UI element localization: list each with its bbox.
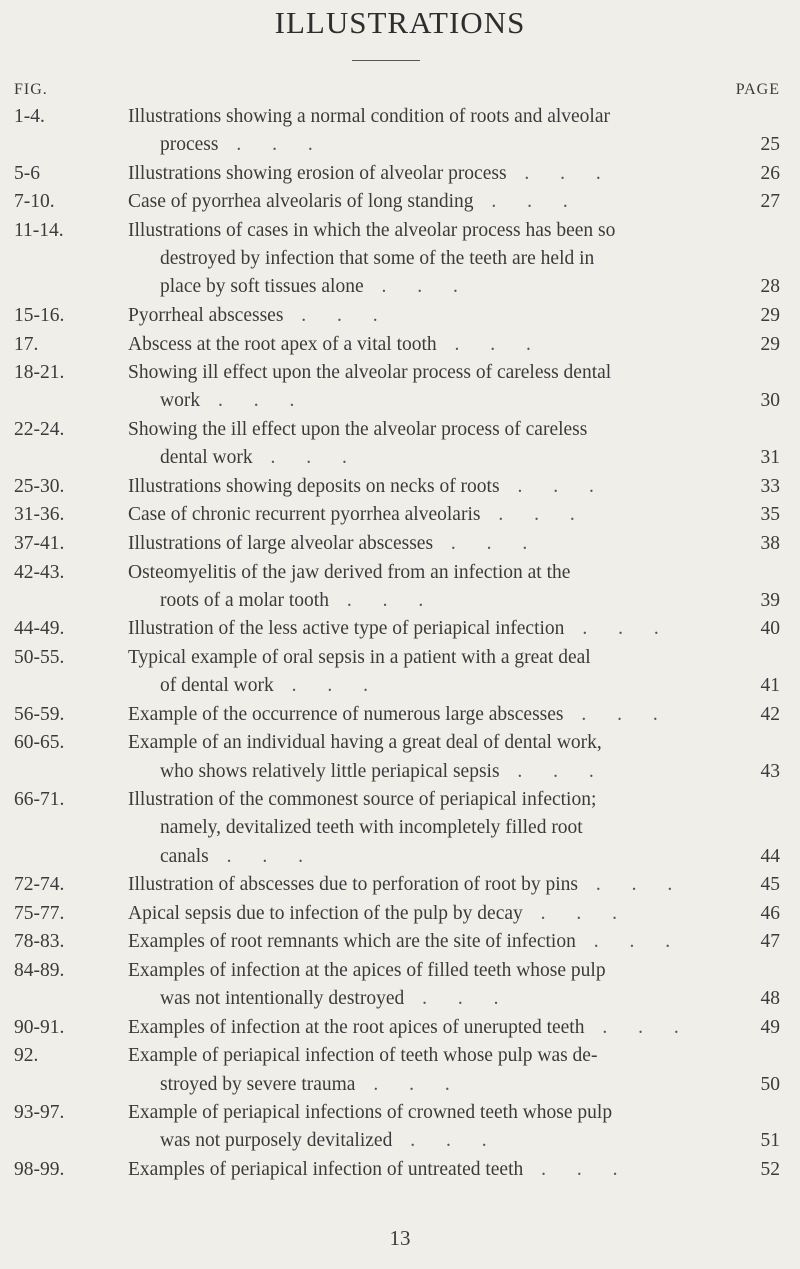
list-item — [0, 644, 800, 700]
list-item — [0, 871, 800, 899]
description-line: Illustrations showing erosion of alveolar process . . . — [128, 162, 614, 184]
entry-description — [128, 729, 745, 785]
description-line: Examples of periapical infection of untreated teeth . . . — [128, 1158, 631, 1180]
page-ref: 38 — [760, 532, 780, 554]
list-item — [0, 530, 800, 558]
list-item — [0, 1042, 800, 1098]
fig-number: 72-74. — [14, 874, 65, 896]
page-ref: 42 — [760, 703, 780, 725]
entry-description — [128, 1042, 745, 1098]
list-item — [0, 416, 800, 472]
leader-dots: . . . — [283, 304, 391, 326]
entry-description — [128, 188, 745, 216]
description-line: was not intentionally destroyed . . . — [160, 988, 512, 1010]
page-ref: 52 — [760, 1158, 780, 1180]
description-line: Abscess at the root apex of a vital tooth . . . — [128, 333, 544, 355]
description-line: Example of periapical infections of crowned teeth whose pulp — [128, 1102, 613, 1124]
leader-dots: . . . — [252, 447, 360, 469]
page-ref: 33 — [760, 475, 780, 497]
description-line: place by soft tissues alone . . . — [160, 276, 471, 298]
fig-number: 84-89. — [14, 959, 65, 981]
fig-number: 66-71. — [14, 789, 65, 811]
page-ref: 26 — [760, 162, 780, 184]
description-line: Examples of infection at the root apices of unerupted teeth . . . — [128, 1016, 692, 1038]
leader-dots: . . . — [575, 931, 684, 953]
page-ref: 27 — [760, 191, 780, 213]
entry-description — [128, 530, 745, 558]
description-line: Illustration of the commonest source of periapical infection; — [128, 789, 597, 811]
entry-description — [128, 359, 745, 415]
description-line: Examples of infection at the apices of filled teeth whose pulp — [128, 959, 606, 981]
description-line: Examples of root remnants which are the site of infection . . . — [128, 931, 684, 953]
list-item — [0, 615, 800, 643]
fig-number: 75-77. — [14, 902, 65, 924]
page-ref: 29 — [760, 304, 780, 326]
entry-description — [128, 103, 745, 159]
entry-description — [128, 416, 745, 472]
description-line: namely, devitalized teeth with incompletely filled root — [160, 817, 583, 839]
page-ref: 46 — [760, 902, 780, 924]
list-item — [0, 900, 800, 928]
fig-number: 56-59. — [14, 703, 65, 725]
fig-number: 90-91. — [14, 1016, 65, 1038]
leader-dots: . . . — [480, 504, 588, 526]
description-line: Illustrations showing a normal condition of roots and alveolar — [128, 106, 610, 127]
leader-dots: . . . — [404, 988, 512, 1010]
description-line: Showing the ill effect upon the alveolar process of careless — [128, 418, 588, 440]
entry-description — [128, 302, 745, 330]
fig-number: 60-65. — [14, 732, 65, 754]
page-ref: 50 — [760, 1073, 780, 1095]
description-line: Illustrations showing deposits on necks of roots . . . — [128, 475, 607, 497]
leader-dots: . . . — [433, 532, 541, 554]
description-line: Example of periapical infection of teeth whose pulp was de- — [128, 1045, 598, 1067]
fig-number: 93-97. — [14, 1102, 65, 1124]
leader-dots: . . . — [499, 760, 607, 782]
leader-dots: . . . — [355, 1073, 463, 1095]
entry-description — [128, 1014, 745, 1042]
description-line: Example of an individual having a great deal of dental work, — [128, 732, 602, 754]
list-item — [0, 501, 800, 529]
list-item — [0, 701, 800, 729]
description-line: stroyed by severe trauma . . . — [160, 1073, 463, 1095]
description-line: roots of a molar tooth . . . — [160, 589, 437, 611]
leader-dots: . . . — [392, 1130, 500, 1152]
entry-description — [128, 1156, 745, 1184]
description-line: Pyorrheal abscesses . . . — [128, 304, 391, 326]
page-ref: 35 — [760, 504, 780, 526]
fig-column-header: FIG. — [14, 81, 48, 98]
fig-number: 25-30. — [14, 475, 65, 497]
entry-description — [128, 786, 745, 871]
description-line: was not purposely devitalized . . . — [160, 1130, 500, 1152]
description-line: Typical example of oral sepsis in a patient with a great deal — [128, 646, 591, 668]
description-line: Apical sepsis due to infection of the pulp by decay . . . — [128, 902, 631, 924]
leader-dots: . . . — [363, 276, 471, 298]
list-item — [0, 1099, 800, 1155]
list-item — [0, 1014, 800, 1042]
page-ref: 43 — [760, 760, 780, 782]
fig-number: 37-41. — [14, 532, 65, 554]
list-item — [0, 359, 800, 415]
leader-dots: . . . — [506, 162, 614, 184]
fig-number: 18-21. — [14, 362, 65, 384]
entry-description — [128, 957, 745, 1013]
page-ref: 40 — [760, 618, 780, 640]
page-number: 13 — [389, 1226, 411, 1250]
list-item — [0, 160, 800, 188]
leader-dots: . . . — [273, 675, 381, 697]
page-ref: 39 — [760, 589, 780, 611]
fig-number: 98-99. — [14, 1158, 65, 1180]
leader-dots: . . . — [499, 475, 607, 497]
leader-dots: . . . — [436, 333, 544, 355]
entry-description — [128, 331, 745, 359]
description-line: Illustration of the less active type of periapical infection . . . — [128, 618, 672, 640]
description-line: canals . . . — [160, 845, 316, 867]
page-ref: 25 — [760, 134, 780, 156]
entry-description — [128, 928, 745, 956]
description-line: process . . . — [160, 134, 326, 156]
leader-dots: . . . — [218, 134, 326, 156]
leader-dots: . . . — [328, 589, 437, 611]
leader-dots: . . . — [522, 902, 631, 924]
list-item — [0, 473, 800, 501]
list-item — [0, 302, 800, 330]
fig-number: 7-10. — [14, 191, 55, 213]
page-ref: 44 — [760, 845, 780, 867]
description-line: who shows relatively little periapical sepsis . . . — [160, 760, 607, 782]
page-ref: 28 — [760, 276, 780, 298]
list-item — [0, 786, 800, 871]
page-ref: 47 — [760, 931, 780, 953]
fig-number: 78-83. — [14, 931, 65, 953]
leader-dots: . . . — [200, 390, 308, 412]
leader-dots: . . . — [208, 845, 316, 867]
description-line: Case of pyorrhea alveolaris of long standing . . . — [128, 191, 581, 213]
list-item — [0, 331, 800, 359]
page-ref: 31 — [760, 447, 780, 469]
illustrations-list — [0, 103, 800, 1184]
entry-description — [128, 217, 745, 302]
fig-number: 5-6 — [14, 162, 40, 184]
fig-number: 22-24. — [14, 418, 65, 440]
list-item — [0, 1156, 800, 1184]
list-item — [0, 957, 800, 1013]
leader-dots: . . . — [584, 1016, 692, 1038]
entry-description — [128, 701, 745, 729]
page-column-header: PAGE — [735, 81, 780, 98]
description-line: Example of the occurrence of numerous large abscesses . . . — [128, 703, 671, 725]
description-line: destroyed by infection that some of the teeth are held in — [160, 248, 595, 270]
entry-description — [128, 559, 745, 615]
list-item — [0, 103, 800, 159]
list-item — [0, 928, 800, 956]
page-title: ILLUSTRATIONS — [274, 5, 526, 40]
description-line: Osteomyelitis of the jaw derived from an infection at the — [128, 561, 571, 583]
fig-number: 31-36. — [14, 504, 65, 526]
entry-description — [128, 160, 745, 188]
list-item — [0, 188, 800, 216]
list-item — [0, 729, 800, 785]
page-ref: 29 — [760, 333, 780, 355]
page-ref: 30 — [760, 390, 780, 412]
description-line: dental work . . . — [160, 447, 360, 469]
leader-dots: . . . — [578, 874, 686, 896]
description-line: of dental work . . . — [160, 675, 381, 697]
fig-number: 50-55. — [14, 646, 65, 668]
leader-dots: . . . — [473, 191, 581, 213]
page-ref: 45 — [760, 874, 780, 896]
leader-dots: . . . — [564, 618, 672, 640]
fig-number: 42-43. — [14, 561, 65, 583]
description-line: Case of chronic recurrent pyorrhea alveolaris . . . — [128, 504, 588, 526]
description-line: Showing ill effect upon the alveolar process of careless dental — [128, 362, 612, 384]
entry-description — [128, 473, 745, 501]
title-rule — [352, 60, 420, 61]
page-ref: 51 — [760, 1130, 780, 1152]
leader-dots: . . . — [523, 1158, 631, 1180]
description-line: Illustrations of large alveolar abscesses . . . — [128, 532, 541, 554]
page-ref: 41 — [760, 675, 780, 697]
fig-number: 44-49. — [14, 618, 65, 640]
fig-number: 92. — [14, 1045, 39, 1067]
entry-description — [128, 615, 745, 643]
entry-description — [128, 900, 745, 928]
fig-number: 11-14. — [14, 219, 64, 241]
description-line: Illustrations of cases in which the alveolar process has been so — [128, 219, 616, 241]
description-line: Illustration of abscesses due to perforation of root by pins . . . — [128, 874, 686, 896]
fig-number: 15-16. — [14, 304, 65, 326]
entry-description — [128, 871, 745, 899]
entry-description — [128, 501, 745, 529]
page-ref: 48 — [760, 988, 780, 1010]
entry-description — [128, 1099, 745, 1155]
leader-dots: . . . — [563, 703, 671, 725]
list-item — [0, 217, 800, 302]
page-ref: 49 — [760, 1016, 780, 1038]
fig-number: 17. — [14, 333, 39, 355]
entry-description — [128, 644, 745, 700]
description-line: work . . . — [160, 390, 308, 412]
list-item — [0, 559, 800, 615]
fig-number: 1-4. — [14, 106, 45, 127]
